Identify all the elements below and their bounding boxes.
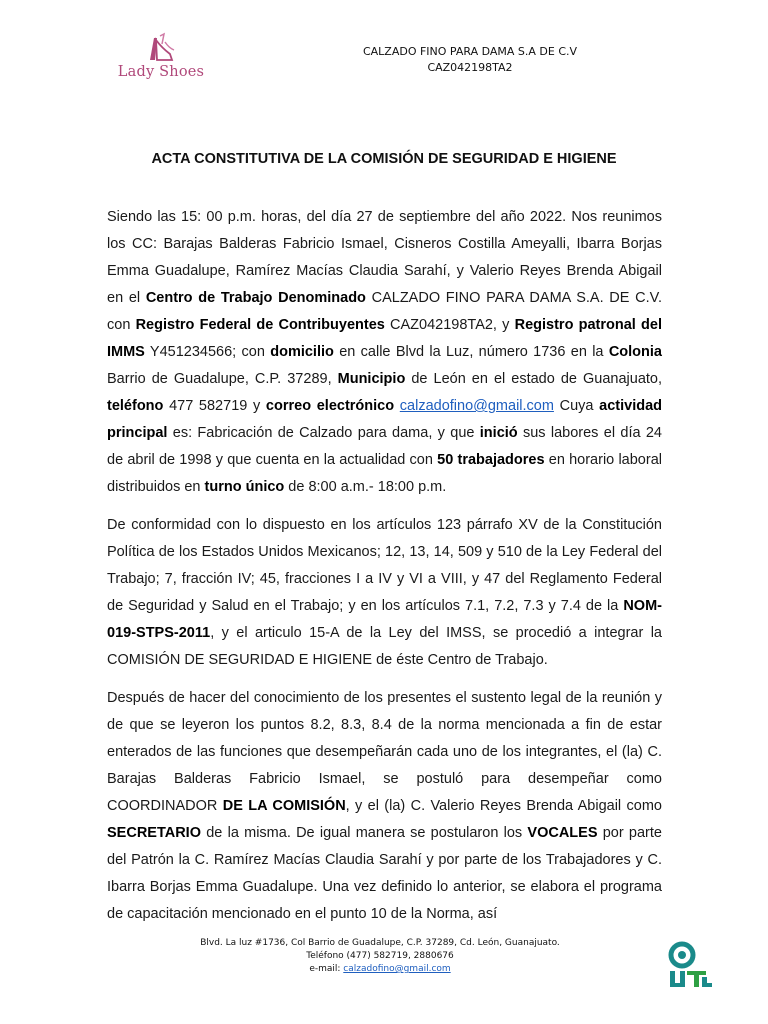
text-run: Y451234566; con <box>144 344 271 360</box>
footer-email-label: e-mail: <box>309 964 344 974</box>
bold-text: turno único <box>204 479 285 495</box>
paragraph-2 <box>107 512 662 674</box>
logo-text: Lady Shoes <box>117 64 205 80</box>
bold-text: actividad principal <box>107 398 662 441</box>
text-run: Siendo las 15: 00 p.m. horas, del día 27 de septiembre del año 2022. Nos reunimos los CC: Barajas Balderas Fabricio Ismael, Cisneros Costilla Ameyalli, Ibarra Borjas Emma Guadalupe, Ramírez Macías Claudia Sarahí, y Valerio Reyes Brenda Abigail en el <box>107 209 662 306</box>
bold-text: NOM-019-STPS-2011 <box>107 598 662 641</box>
text-run: Barrio de Guadalupe, C.P. 37289, <box>107 371 338 387</box>
company-header <box>300 44 640 76</box>
text-run: Después de hacer del conocimiento de los presentes el sustento legal de la reunión y de que se leyeron los puntos 8.2, 8.3, 8.4 de la norma mencionada a fin de estar enterados de las funciones que desempeñarán cada uno de los integrantes, el (la) C. Barajas Balderas Fabricio Ismael, se postuló para desempeñar como COORDINADOR <box>107 690 662 814</box>
text-run: 477 582719 y <box>163 398 266 414</box>
bold-text: DE LA COMISIÓN <box>222 798 346 814</box>
text-run: CALZADO FINO PARA DAMA S.A. DE C.V. con <box>107 290 663 333</box>
paragraph-3 <box>107 685 662 928</box>
bold-text: Municipio <box>337 371 406 387</box>
text-run: sus labores el día 24 de abril de 1998 y que cuenta en la actualidad con <box>107 425 662 468</box>
text-run: De conformidad con lo dispuesto en los artículos 123 párrafo XV de la Constitución Política de los Estados Unidos Mexicanos; 12, 13, 14, 509 y 510 de la Ley Federal del Trabajo; 7, fracción IV; 45, fracciones I a IV y VI a VIII, y 47 del Reglamento Federal de Seguridad y Salud en el Trabajo; y en los artículos 7.1, 7.2, 7.3 y 7.4 de la <box>107 517 662 614</box>
bold-text: VOCALES <box>527 825 598 841</box>
text-run: es: Fabricación de Calzado para dama, y que <box>167 425 480 441</box>
footer-phone: Teléfono (477) 582719, 2880676 <box>306 951 454 961</box>
document-title: ACTA CONSTITUTIVA DE LA COMISIÓN DE SEGURIDAD E HIGIENE <box>151 151 617 167</box>
footer-email-line <box>170 963 590 976</box>
text-run: en calle Blvd la Luz, número 1736 en la <box>333 344 609 360</box>
bold-text: Registro Federal de Contribuyentes <box>135 317 385 333</box>
footer <box>170 937 590 976</box>
bold-text: correo electrónico <box>265 398 395 414</box>
footer-address: Blvd. La luz #1736, Col Barrio de Guadalupe, C.P. 37289, Cd. León, Guanajuato. <box>200 938 560 948</box>
paragraph-1 <box>107 204 662 501</box>
company-rfc: CAZ042198TA2 <box>427 61 513 74</box>
text-run: de León en el estado de Guanajuato, <box>405 371 663 387</box>
bold-text: Colonia <box>608 344 662 360</box>
text-run: CAZ042198TA2, y <box>384 317 515 333</box>
company-logo <box>116 30 206 86</box>
bold-text: Centro de Trabajo Denominado <box>145 290 366 306</box>
text-run: de 8:00 a.m.- 18:00 p.m. <box>284 479 447 495</box>
text-run: de la misma. De igual manera se postularon los <box>201 825 528 841</box>
bold-text: 50 trabajadores <box>437 452 545 468</box>
document-body <box>107 204 662 939</box>
bold-text: Registro patronal del IMMS <box>107 317 662 360</box>
utl-logo <box>662 941 712 991</box>
email-link[interactable]: calzadofino@gmail.com <box>399 398 554 414</box>
text-run: en horario laboral distribuidos en <box>107 452 662 495</box>
company-name: CALZADO FINO PARA DAMA S.A DE C.V <box>362 45 578 58</box>
bold-text: SECRETARIO <box>107 825 201 841</box>
text-run: Cuya <box>553 398 600 414</box>
bold-text: inició <box>479 425 518 441</box>
bold-text: domicilio <box>270 344 334 360</box>
shoe-icon <box>140 30 180 64</box>
bold-text: teléfono <box>107 398 164 414</box>
text-run: , y el (la) C. Valerio Reyes Brenda Abigail como <box>345 798 662 814</box>
text-run: por parte del Patrón la C. Ramírez Macías Claudia Sarahí y por parte de los Trabajadores y C. Ibarra Borjas Emma Guadalupe. Una vez definido lo anterior, se elabora el programa de capacitación mencionado en el punto 10 de la Norma, así <box>107 825 662 922</box>
footer-email-link[interactable]: calzadofino@gmail.com <box>343 964 451 974</box>
text-run: , y el articulo 15-A de la Ley del IMSS, se procedió a integrar la COMISIÓN DE SEGURIDAD E HIGIENE de éste Centro de Trabajo. <box>107 625 662 668</box>
